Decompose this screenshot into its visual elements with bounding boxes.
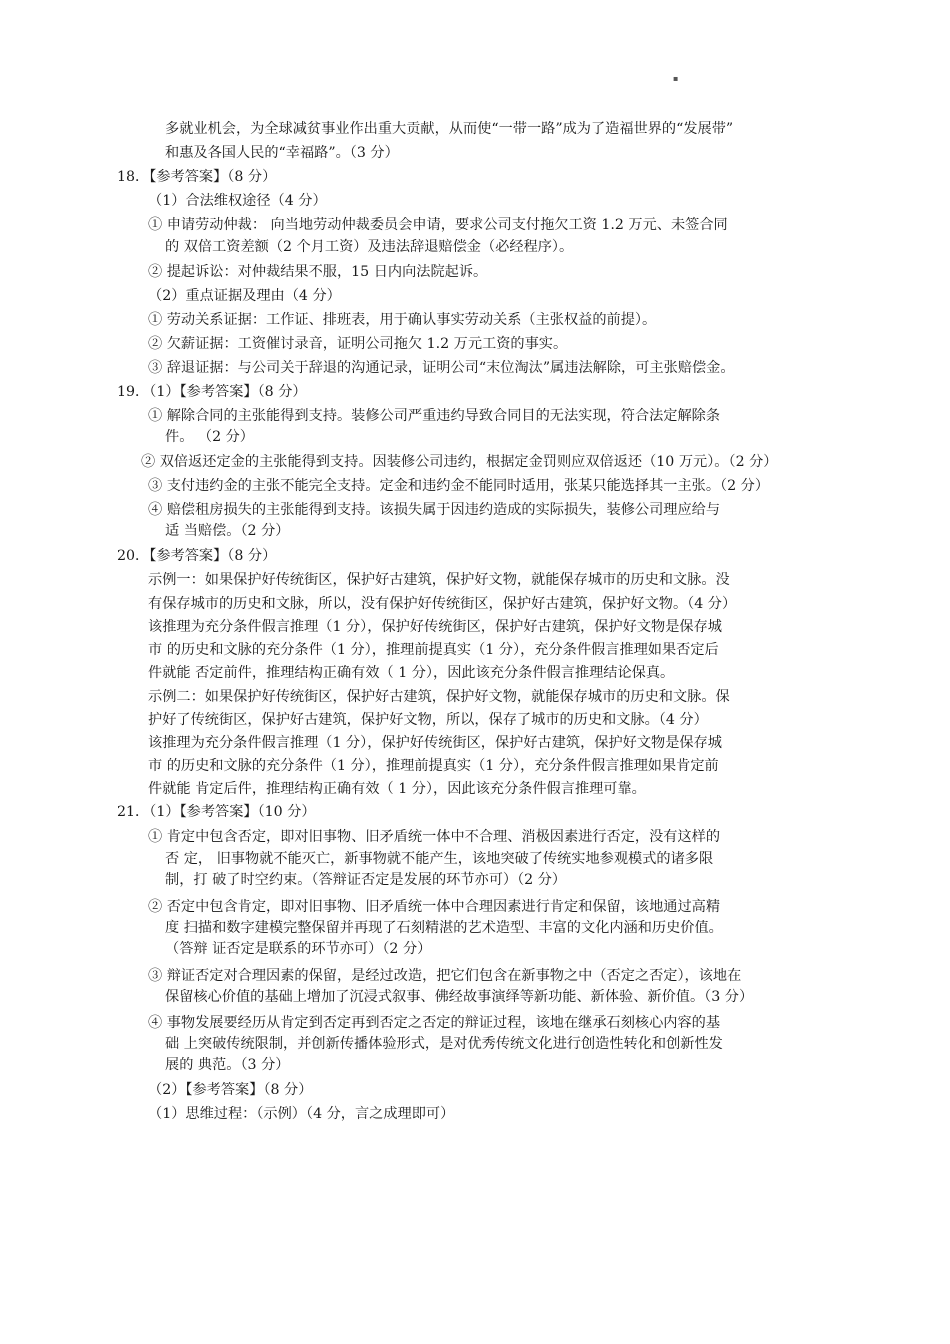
question-heading: 20．【参考答案】（8 分） — [117, 548, 277, 564]
text-line: 和惠及各国人民的“幸福路”。（3 分） — [165, 145, 399, 161]
text-line: 件就能 肯定后件，推理结构正确有效（ 1 分），因此该充分条件假言推理可靠。 — [148, 781, 646, 797]
text-line: 度 扫描和数字建模完整保留并再现了石刻精湛的艺术造型、丰富的文化内涵和历史价值。 — [165, 920, 723, 936]
text-line: 保留核心价值的基础上增加了沉浸式叙事、佛经故事演绎等新功能、新体验、新价值。（3 分） — [165, 989, 754, 1005]
text-line: 护好了传统街区，保护好古建筑，保护好文物，所以，保存了城市的历史和文脉。（4 分） — [148, 712, 708, 728]
text-line: ① 劳动关系证据：工作证、排班表，用于确认事实劳动关系（主张权益的前提）。 — [148, 312, 657, 328]
text-line: 展的 典范。（3 分） — [165, 1057, 290, 1073]
text-line: ② 双倍返还定金的主张能得到支持。因装修公司违约，根据定金罚则应双倍返还（10 万元）。（2 分） — [141, 454, 778, 470]
text-line: ② 否定中包含肯定，即对旧事物、旧矛盾统一体中合理因素进行肯定和保留，该地通过高精 — [148, 899, 721, 915]
text-line: （2）【参考答案】（8 分） — [148, 1082, 313, 1098]
text-line: 该推理为充分条件假言推理（1 分），保护好传统街区，保护好古建筑，保护好文物是保存城 — [148, 735, 722, 751]
text-line: ③ 辩证否定对合理因素的保留，是经过改造，把它们包含在新事物之中（否定之否定），该地在 — [148, 968, 742, 984]
text-line: （答辩 证否定是联系的环节亦可）（2 分） — [165, 941, 432, 957]
text-line: （2）重点证据及理由（4 分） — [148, 288, 341, 304]
text-line: 多就业机会，为全球减贫事业作出重大贡献，从而使“一带一路”成为了造福世界的“发展带” — [165, 121, 734, 137]
text-line: ② 欠薪证据：工资催讨录音，证明公司拖欠 1.2 万元工资的事实。 — [148, 336, 568, 352]
text-line: ① 申请劳动仲裁： 向当地劳动仲裁委员会申请，要求公司支付拖欠工资 1.2 万元、未签合同 — [148, 217, 728, 233]
text-line: 础 上突破传统限制，并创新传播体验形式，是对优秀传统文化进行创造性转化和创新性发 — [165, 1036, 723, 1052]
text-line: 市 的历史和文脉的充分条件（1 分），推理前提真实（1 分），充分条件假言推理如果肯定前 — [148, 758, 719, 774]
text-line: ① 肯定中包含否定，即对旧事物、旧矛盾统一体中不合理、消极因素进行否定，没有这样的 — [148, 829, 721, 845]
text-line: ④ 赔偿租房损失的主张能得到支持。该损失属于因违约造成的实际损失，装修公司理应给与 — [148, 502, 721, 518]
text-line: 市 的历史和文脉的充分条件（1 分），推理前提真实（1 分），充分条件假言推理如果否定后 — [148, 642, 719, 658]
text-line: 件。 （2 分） — [165, 429, 254, 445]
text-line: 适 当赔偿。（2 分） — [165, 523, 290, 539]
text-line: 件就能 否定前件，推理结构正确有效（ 1 分），因此该充分条件假言推理结论保真。 — [148, 665, 675, 681]
text-line: ③ 支付违约金的主张不能完全支持。定金和违约金不能同时适用，张某只能选择其一主张。（2 分） — [148, 478, 770, 494]
text-line: 示例二：如果保护好传统街区，保护好古建筑，保护好文物，就能保存城市的历史和文脉。保 — [148, 689, 730, 705]
text-line: ② 提起诉讼：对仲裁结果不服，15 日内向法院起诉。 — [148, 264, 488, 280]
text-line: ① 解除合同的主张能得到支持。装修公司严重违约导致合同目的无法实现，符合法定解除条 — [148, 408, 721, 424]
text-line: 示例一：如果保护好传统街区，保护好古建筑，保护好文物，就能保存城市的历史和文脉。没 — [148, 572, 730, 588]
text-line: ③ 辞退证据：与公司关于辞退的沟通记录，证明公司“末位淘汰”属违法解除，可主张赔偿金。 — [148, 360, 735, 376]
question-heading: 18．【参考答案】（8 分） — [117, 169, 277, 185]
text-line: 否 定， 旧事物就不能灭亡，新事物就不能产生，该地突破了传统实地参观模式的诸多限 — [165, 851, 714, 867]
question-heading: 21．（1）【参考答案】（10 分） — [117, 804, 316, 820]
text-line: 的 双倍工资差额（2 个月工资）及违法辞退赔偿金（必经程序）。 — [165, 239, 574, 255]
text-line: （1）思维过程：（示例）（4 分，言之成理即可） — [148, 1106, 455, 1122]
text-line: （1）合法维权途径（4 分） — [148, 193, 327, 209]
header-mark: ▪ — [673, 74, 679, 83]
text-line: 该推理为充分条件假言推理（1 分），保护好传统街区，保护好古建筑，保护好文物是保存城 — [148, 619, 722, 635]
text-line: ④ 事物发展要经历从肯定到否定再到否定之否定的辩证过程，该地在继承石刻核心内容的基 — [148, 1015, 721, 1031]
text-line: 制，打 破了时空约束。（答辩证否定是发展的环节亦可）（2 分） — [165, 872, 567, 888]
text-line: 有保存城市的历史和文脉，所以，没有保护好传统街区，保护好古建筑，保护好文物。（4 分） — [148, 596, 737, 612]
question-heading: 19．（1）【参考答案】（8 分） — [117, 384, 307, 400]
